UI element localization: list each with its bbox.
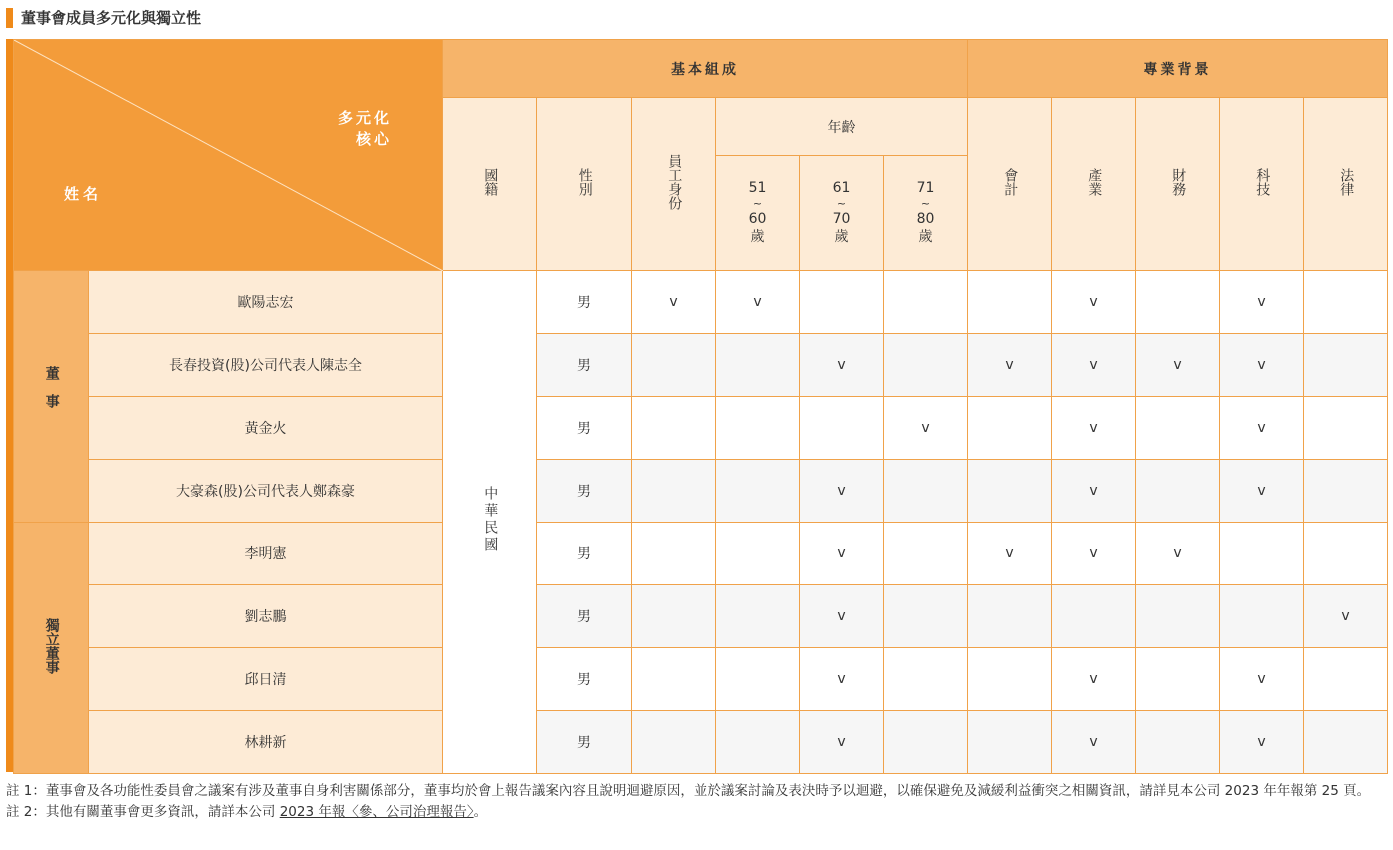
- footnotes: [6, 781, 1391, 823]
- header-age-71-80: 71 ~ 80 歲: [884, 156, 968, 271]
- table-row: [14, 396, 1388, 459]
- table-row: [14, 271, 1388, 334]
- gender-cell: 男: [537, 271, 632, 334]
- director-name: 長春投資(股)公司代表人陳志全: [89, 333, 443, 396]
- finance-cell: [1136, 648, 1220, 711]
- header-employee: 員工身份: [632, 98, 716, 271]
- age-51-60-cell: [716, 585, 800, 648]
- age-71-80-cell: [884, 711, 968, 774]
- technology-cell: [1220, 585, 1304, 648]
- industry-cell: v: [1052, 459, 1136, 522]
- gender-cell: 男: [537, 648, 632, 711]
- header-nationality: 國籍: [443, 98, 537, 271]
- industry-cell: v: [1052, 271, 1136, 334]
- law-cell: [1304, 522, 1388, 585]
- accounting-cell: [968, 396, 1052, 459]
- law-cell: [1304, 459, 1388, 522]
- director-name: 李明憲: [89, 522, 443, 585]
- group-label-directors: 董事: [14, 271, 89, 523]
- employee-cell: [632, 648, 716, 711]
- table-row: [14, 522, 1388, 585]
- technology-cell: v: [1220, 711, 1304, 774]
- age-61-70-cell: v: [800, 459, 884, 522]
- law-cell: [1304, 333, 1388, 396]
- industry-cell: v: [1052, 522, 1136, 585]
- law-cell: v: [1304, 585, 1388, 648]
- age-51-60-cell: [716, 711, 800, 774]
- group-label-independent-directors: 獨立董事: [14, 522, 89, 774]
- age-71-80-cell: [884, 585, 968, 648]
- header-age-61-70: 61 ~ 70 歲: [800, 156, 884, 271]
- table-row: [14, 711, 1388, 774]
- law-cell: [1304, 648, 1388, 711]
- employee-cell: [632, 333, 716, 396]
- table-left-accent-strip: [6, 39, 13, 772]
- title-accent-bar: [6, 8, 13, 28]
- accounting-cell: [968, 711, 1052, 774]
- header-gender: 性別: [537, 98, 632, 271]
- age-61-70-cell: v: [800, 522, 884, 585]
- age-61-70-cell: v: [800, 648, 884, 711]
- finance-cell: v: [1136, 522, 1220, 585]
- age-61-70-cell: [800, 271, 884, 334]
- header-age: 年齡: [716, 98, 968, 156]
- table-row: [14, 459, 1388, 522]
- employee-cell: [632, 585, 716, 648]
- table-row: [14, 648, 1388, 711]
- accounting-cell: v: [968, 333, 1052, 396]
- law-cell: [1304, 711, 1388, 774]
- header-basic-composition: 基本組成: [443, 40, 968, 98]
- finance-cell: [1136, 396, 1220, 459]
- director-name: 劉志鵬: [89, 585, 443, 648]
- age-51-60-cell: v: [716, 271, 800, 334]
- employee-cell: [632, 522, 716, 585]
- accounting-cell: [968, 585, 1052, 648]
- age-51-60-cell: [716, 459, 800, 522]
- director-name: 黃金火: [89, 396, 443, 459]
- page-title: 董事會成員多元化與獨立性: [21, 9, 202, 27]
- header-industry: 產業: [1052, 98, 1136, 271]
- technology-cell: [1220, 522, 1304, 585]
- technology-cell: v: [1220, 333, 1304, 396]
- accounting-cell: v: [968, 522, 1052, 585]
- director-name: 林耕新: [89, 711, 443, 774]
- director-name: 歐陽志宏: [89, 271, 443, 334]
- law-cell: [1304, 271, 1388, 334]
- header-law: 法律: [1304, 98, 1388, 271]
- director-name: 大豪森(股)公司代表人鄭森豪: [89, 459, 443, 522]
- technology-cell: v: [1220, 459, 1304, 522]
- employee-cell: [632, 711, 716, 774]
- age-71-80-cell: v: [884, 396, 968, 459]
- industry-cell: [1052, 585, 1136, 648]
- gender-cell: 男: [537, 396, 632, 459]
- finance-cell: [1136, 585, 1220, 648]
- header-accounting: 會計: [968, 98, 1052, 271]
- technology-cell: v: [1220, 396, 1304, 459]
- age-71-80-cell: [884, 459, 968, 522]
- employee-cell: v: [632, 271, 716, 334]
- age-71-80-cell: [884, 522, 968, 585]
- table-row: [14, 585, 1388, 648]
- age-51-60-cell: [716, 522, 800, 585]
- header-professional-background: 專業背景: [968, 40, 1388, 98]
- finance-cell: [1136, 459, 1220, 522]
- header-corner: [14, 40, 443, 271]
- finance-cell: v: [1136, 333, 1220, 396]
- accounting-cell: [968, 271, 1052, 334]
- footnote-2: 註 2： 其他有關董事會更多資訊，請詳本公司 2023 年報〈參、公司治理報告〉。: [6, 804, 488, 820]
- board-diversity-table: [13, 39, 1388, 774]
- technology-cell: v: [1220, 648, 1304, 711]
- age-51-60-cell: [716, 333, 800, 396]
- director-name: 邱日清: [89, 648, 443, 711]
- industry-cell: v: [1052, 396, 1136, 459]
- technology-cell: v: [1220, 271, 1304, 334]
- finance-cell: [1136, 711, 1220, 774]
- age-61-70-cell: v: [800, 333, 884, 396]
- age-61-70-cell: v: [800, 585, 884, 648]
- gender-cell: 男: [537, 711, 632, 774]
- age-61-70-cell: [800, 396, 884, 459]
- gender-cell: 男: [537, 585, 632, 648]
- industry-cell: v: [1052, 711, 1136, 774]
- corner-name-label: 姓名: [64, 185, 103, 203]
- employee-cell: [632, 396, 716, 459]
- accounting-cell: [968, 459, 1052, 522]
- header-finance: 財務: [1136, 98, 1220, 271]
- header-age-51-60: 51 ~ 60 歲: [716, 156, 800, 271]
- annual-report-link[interactable]: 2023 年報〈參、公司治理報告〉: [279, 804, 474, 820]
- footnote-1: 註 1： 董事會及各功能性委員會之議案有涉及董事自身利害關係部分，董事均於會上報告議案內容且說明迴避原因，並於議案討論及表決時予以迴避，以確保避免及減緩利益衝突之相關資訊，請詳見本公司 2023 年年報第 25 頁。: [6, 783, 1371, 799]
- table-row: [14, 333, 1388, 396]
- age-61-70-cell: v: [800, 711, 884, 774]
- age-51-60-cell: [716, 648, 800, 711]
- gender-cell: 男: [537, 522, 632, 585]
- gender-cell: 男: [537, 459, 632, 522]
- corner-diversity-label: 多元化 核心: [337, 109, 392, 148]
- law-cell: [1304, 396, 1388, 459]
- accounting-cell: [968, 648, 1052, 711]
- corner-diagonal-line: [14, 40, 443, 271]
- age-71-80-cell: [884, 271, 968, 334]
- section-title: [6, 7, 201, 28]
- employee-cell: [632, 459, 716, 522]
- age-71-80-cell: [884, 333, 968, 396]
- gender-cell: 男: [537, 333, 632, 396]
- industry-cell: v: [1052, 648, 1136, 711]
- industry-cell: v: [1052, 333, 1136, 396]
- finance-cell: [1136, 271, 1220, 334]
- nationality-cell: 中華民國: [443, 271, 537, 774]
- header-technology: 科技: [1220, 98, 1304, 271]
- age-71-80-cell: [884, 648, 968, 711]
- age-51-60-cell: [716, 396, 800, 459]
